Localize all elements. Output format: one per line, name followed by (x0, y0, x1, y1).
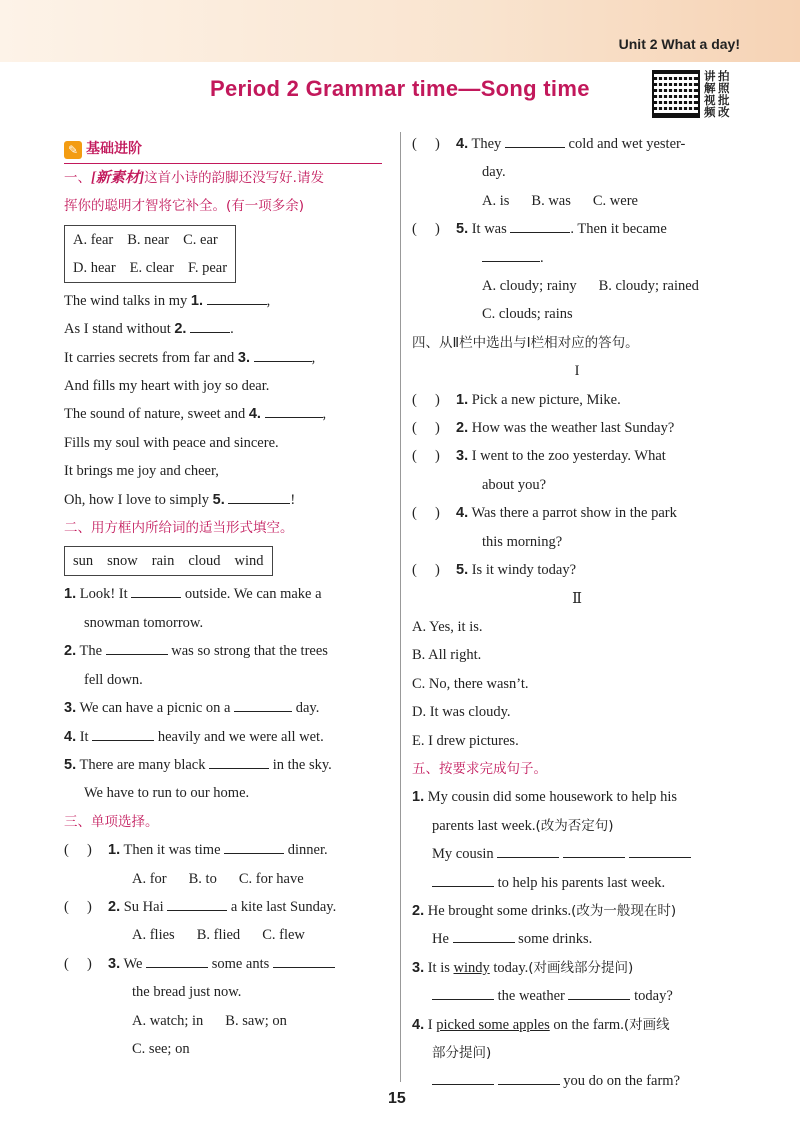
answer-option: E. I drew pictures. (412, 732, 519, 749)
poem-line: The sound of nature, sweet and 4. , (64, 400, 384, 428)
answer-blank[interactable] (432, 869, 494, 887)
word: sun (73, 553, 94, 570)
word: cloud (188, 553, 221, 570)
poem-line: Oh, how I love to simply 5. ! (64, 486, 384, 514)
qr-caption-char: 解 (704, 81, 716, 95)
option: A. fear (73, 231, 114, 248)
answer-blank[interactable] (497, 840, 559, 858)
part1-heading (64, 164, 384, 192)
question: ( ) 5. It was . Then it became (412, 215, 742, 243)
word: wind (234, 553, 264, 570)
options: A. watch; in B. saw; on (132, 1012, 287, 1029)
answer-blank[interactable] (505, 130, 565, 148)
options: A. is B. was C. were (482, 192, 638, 209)
answer-blank[interactable] (228, 486, 290, 504)
part5-heading: 五、按要求完成句子。 (412, 760, 547, 777)
unit-label: Unit 2 What a day! (618, 36, 740, 52)
answer-option: A. Yes, it is. (412, 618, 483, 635)
answer-blank[interactable] (234, 694, 292, 712)
question-cont: snowman tomorrow. (84, 614, 204, 631)
question: ( ) 4. They cold and wet yester- (412, 130, 742, 158)
answer-line: the weather today? (412, 982, 742, 1010)
option: E. clear (129, 259, 174, 276)
options: C. see; on (132, 1040, 190, 1057)
answer-blank[interactable] (265, 400, 323, 418)
question: 4. It heavily and we were all wet. (64, 723, 384, 751)
answer-line: My cousin (412, 840, 742, 868)
answer-blank[interactable] (510, 215, 570, 233)
page-title: Period 2 Grammar time—Song time (210, 76, 590, 101)
answer-blank[interactable] (254, 344, 312, 362)
section-heading-basic (64, 136, 382, 164)
answer-line: you do on the farm? (412, 1067, 742, 1095)
qr-caption-char: 改 (718, 105, 730, 119)
question-cont: about you? (482, 476, 547, 493)
answer-blank[interactable] (432, 1067, 494, 1085)
question: ( ) 2. Su Hai a kite last Sunday. (64, 893, 384, 921)
options-box (64, 225, 236, 283)
answer-line: He some drinks. (412, 925, 742, 953)
answer-blank[interactable] (167, 893, 227, 911)
answer-blank[interactable] (209, 751, 269, 769)
qr-caption-char: 视 (704, 93, 716, 107)
instruction-text: 这首小诗的韵脚还没写好.请发 (144, 170, 324, 186)
answer-blank[interactable] (190, 315, 230, 333)
question-cont: fell down. (84, 671, 143, 688)
qr-caption-char: 批 (718, 93, 730, 107)
options: C. clouds; rains (482, 306, 573, 323)
word: rain (151, 553, 175, 570)
part-number: 一、 (64, 170, 91, 186)
question: ( ) 3. I went to the zoo yesterday. What (412, 448, 666, 465)
question: 2. He brought some drinks.(改为一般现在时) (412, 902, 677, 919)
question: 2. The was so strong that the trees (64, 637, 384, 665)
question: ( ) 1. Pick a new picture, Mike. (412, 391, 621, 408)
qr-caption-char: 讲 (704, 69, 716, 83)
answer-blank[interactable] (224, 836, 284, 854)
options: A. flies B. flied C. flew (132, 927, 305, 944)
option: C. ear (183, 231, 218, 248)
question-cont: this morning? (482, 533, 563, 550)
options: A. for B. to C. for have (132, 870, 304, 887)
question: ( ) 5. Is it windy today? (412, 562, 577, 579)
qr-caption-char: 频 (704, 105, 716, 119)
question-cont: day. (482, 164, 506, 181)
instruction-text: 挥你的聪明才智将它补全。(有一项多余) (64, 198, 305, 215)
part3-heading: 三、单项选择。 (64, 813, 159, 830)
poem-line: It brings me joy and cheer, (64, 463, 219, 480)
left-column (64, 136, 384, 1063)
poem-line: Fills my soul with peace and sincere. (64, 434, 279, 451)
question: ( ) 1. Then it was time dinner. (64, 836, 384, 864)
option: F. pear (187, 259, 228, 276)
answer-blank[interactable] (92, 723, 154, 741)
answer-blank[interactable] (453, 925, 515, 943)
question: 1. Look! It outside. We can make a (64, 580, 384, 608)
question: 3. We can have a picnic on a day. (64, 694, 384, 722)
part4-heading: 四、从Ⅱ栏中选出与Ⅰ栏相对应的答句。 (412, 334, 639, 351)
poem-line: As I stand without 2. . (64, 315, 384, 343)
question-cont: . (412, 244, 742, 272)
answer-line: to help his parents last week. (412, 869, 742, 897)
option: B. near (127, 231, 170, 248)
question-cont: parents last week.(改为否定句) (432, 817, 614, 834)
question: 3. It is windy today.(对画线部分提问) (412, 959, 634, 976)
question: 4. I picked some apples on the farm.(对画线 (412, 1016, 670, 1033)
question-cont: We have to run to our home. (84, 785, 250, 802)
question: ( ) 4. Was there a parrot show in the park (412, 505, 677, 522)
word-box (64, 546, 273, 576)
answer-blank[interactable] (629, 840, 691, 858)
question-cont: 部分提问) (432, 1045, 492, 1061)
answer-blank[interactable] (482, 244, 540, 262)
question: ( ) 3. We some ants (64, 950, 384, 978)
header-band (0, 0, 800, 62)
poem-line: And fills my heart with joy so dear. (64, 378, 270, 395)
question: 5. There are many black in the sky. (64, 751, 384, 779)
qr-code-icon[interactable] (652, 70, 700, 118)
answer-blank[interactable] (568, 982, 630, 1000)
answer-blank[interactable] (273, 950, 335, 968)
new-material-tag: [新素材] (91, 170, 145, 186)
pencil-icon: ✎ (64, 141, 82, 159)
column-label: Ⅱ (572, 590, 582, 607)
question: 1. My cousin did some housework to help his (412, 789, 678, 806)
qr-caption-char: 拍 (718, 69, 730, 83)
options: A. cloudy; rainy B. cloudy; rained (482, 278, 699, 295)
question: ( ) 2. How was the weather last Sunday? (412, 420, 675, 437)
question-cont: the bread just now. (132, 984, 242, 1001)
part2-heading: 二、用方框内所给词的适当形式填空。 (64, 520, 294, 537)
answer-blank[interactable] (432, 982, 494, 1000)
answer-blank[interactable] (146, 950, 208, 968)
answer-blank[interactable] (498, 1067, 560, 1085)
word: snow (107, 553, 138, 570)
answer-blank[interactable] (131, 580, 181, 598)
answer-option: B. All right. (412, 647, 482, 664)
option: D. hear (73, 259, 116, 276)
poem-line: The wind talks in my 1. , (64, 287, 384, 315)
answer-option: C. No, there wasn’t. (412, 675, 529, 692)
answer-blank[interactable] (207, 287, 267, 305)
column-label: I (574, 363, 580, 380)
column-divider (400, 132, 401, 1082)
answer-blank[interactable] (563, 840, 625, 858)
page-number: 15 (388, 1090, 406, 1107)
right-column (412, 130, 742, 1096)
qr-caption-char: 照 (718, 81, 730, 95)
section-label: 基础进阶 (86, 141, 142, 158)
poem-line: It carries secrets from far and 3. , (64, 344, 384, 372)
answer-option: D. It was cloudy. (412, 704, 511, 721)
answer-blank[interactable] (106, 637, 168, 655)
qr-caption (704, 70, 732, 118)
